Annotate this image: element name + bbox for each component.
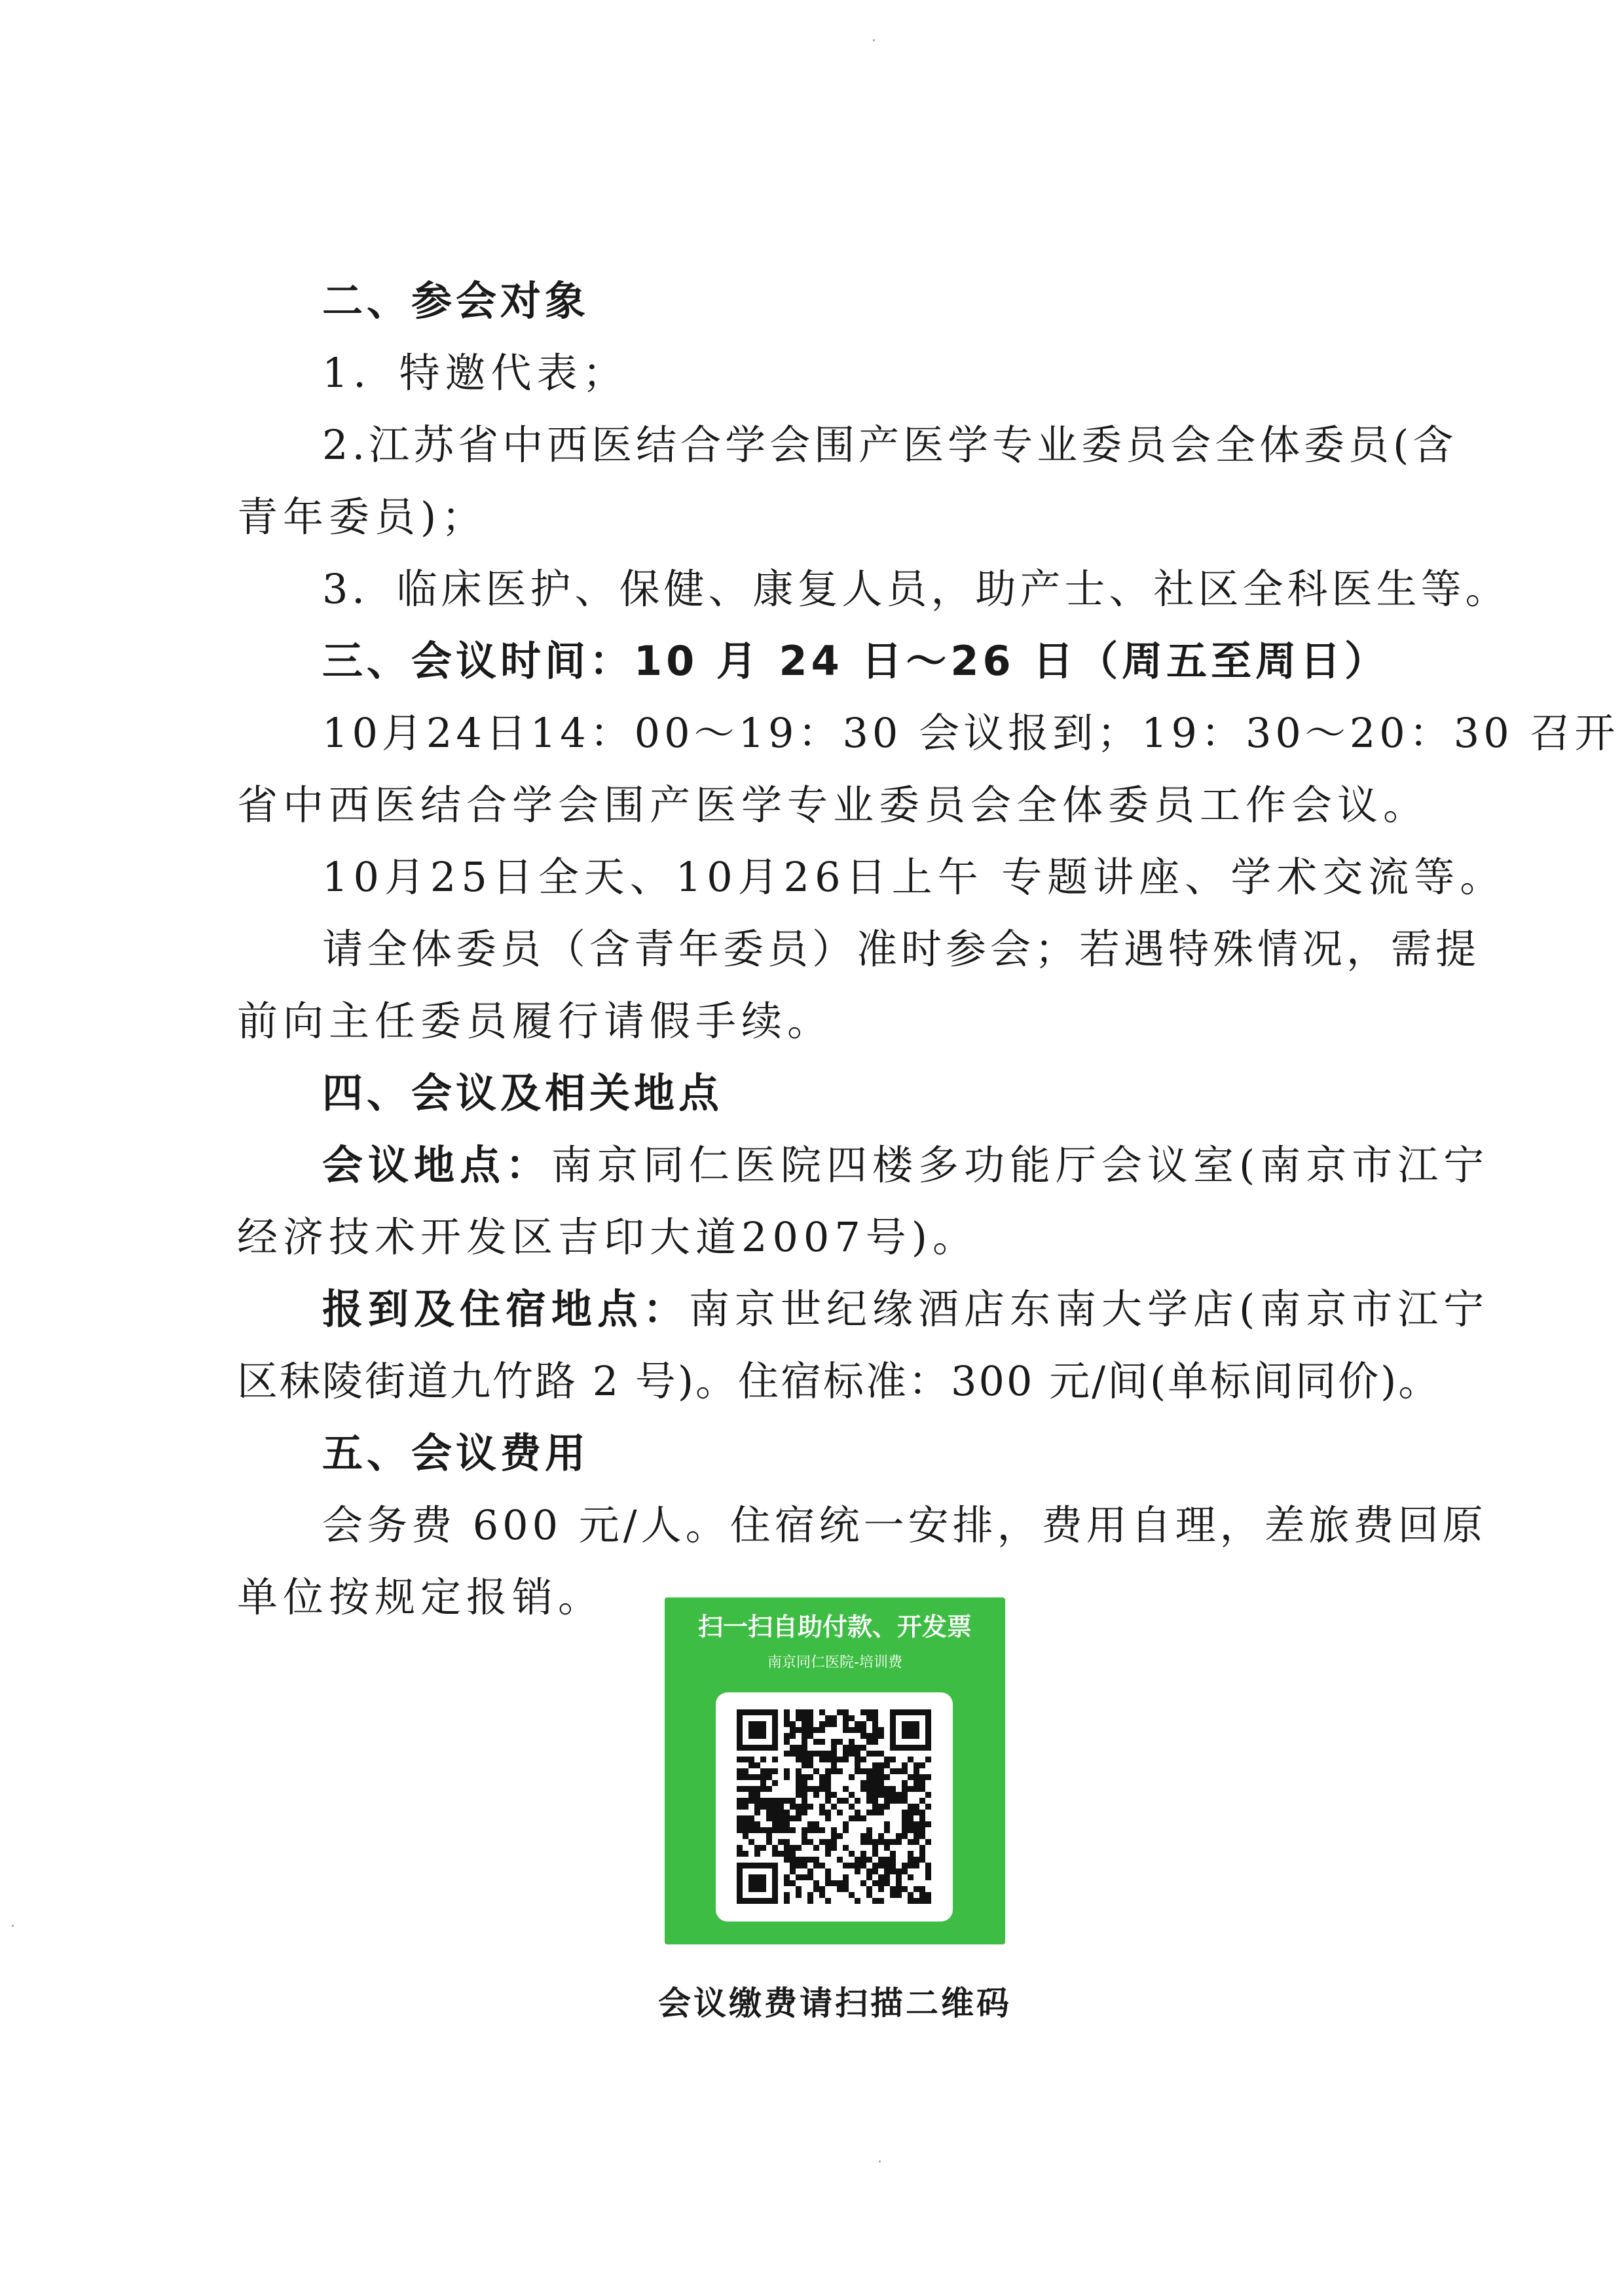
qr-card-subtitle: 南京同仁医院-培训费: [767, 1654, 902, 1671]
qr-code-frame: [716, 1692, 953, 1922]
scan-speck: [873, 39, 875, 41]
hotel-line-2: 区秣陵街道九竹路 2 号)。住宿标准：300 元/间(单标间同价)。: [237, 1357, 1441, 1405]
qr-card-title: 扫一扫自助付款、开发票: [697, 1613, 972, 1641]
attendee-item-1: 1．特邀代表；: [322, 349, 629, 397]
time-line-1: 10月24日14：00～19：30 会议报到；19：30～20：30 召开: [322, 709, 1619, 757]
hotel-line-1: [322, 1283, 1490, 1336]
hotel-label: 报到及住宿地点：: [322, 1285, 690, 1333]
scan-speck: [12, 1925, 14, 1927]
venue-line-1: [322, 1139, 1490, 1192]
fee-line-2: 单位按规定报销。: [237, 1573, 604, 1621]
venue-line-2: 经济技术开发区吉印大道2007号)。: [237, 1213, 978, 1261]
time-heading: 三、会议时间：10 月 24 日～26 日（周五至周日）: [322, 637, 1390, 685]
attendees-heading: 二、参会对象: [322, 277, 590, 325]
attendee-item-3: 3．临床医护、保健、康复人员，助产士、社区全科医生等。: [322, 565, 1510, 613]
location-heading: 四、会议及相关地点: [322, 1069, 724, 1117]
fee-line-1: 会务费 600 元/人。住宿统一安排，费用自理，差旅费回原: [322, 1501, 1487, 1549]
qr-caption: 会议缴费请扫描二维码: [658, 1984, 1012, 2022]
venue-text-1: 南京同仁医院四楼多功能厅会议室(南京市江宁: [551, 1141, 1490, 1189]
notice-line-1: 请全体委员（含青年委员）准时参会；若遇特殊情况，需提: [322, 925, 1481, 973]
notice-line-2: 前向主任委员履行请假手续。: [237, 997, 834, 1045]
scan-speck: [879, 2160, 881, 2162]
venue-label: 会议地点：: [322, 1141, 552, 1189]
qr-modules: [737, 1709, 931, 1904]
hotel-text-1: 南京世纪缘酒店东南大学店(南京市江宁: [689, 1285, 1490, 1333]
time-line-3: 10月25日全天、10月26日上午 专题讲座、学术交流等。: [322, 853, 1506, 901]
qr-code-icon: [733, 1707, 936, 1907]
attendee-item-2-line-1: 2.江苏省中西医结合学会围产医学专业委员会全体委员(含: [322, 421, 1458, 469]
payment-qr-card: [665, 1597, 1005, 1944]
fee-heading: 五、会议费用: [322, 1429, 590, 1477]
time-line-2: 省中西医结合学会围产医学专业委员会全体委员工作会议。: [237, 781, 1430, 829]
attendee-item-2-line-2: 青年委员)；: [237, 493, 488, 541]
